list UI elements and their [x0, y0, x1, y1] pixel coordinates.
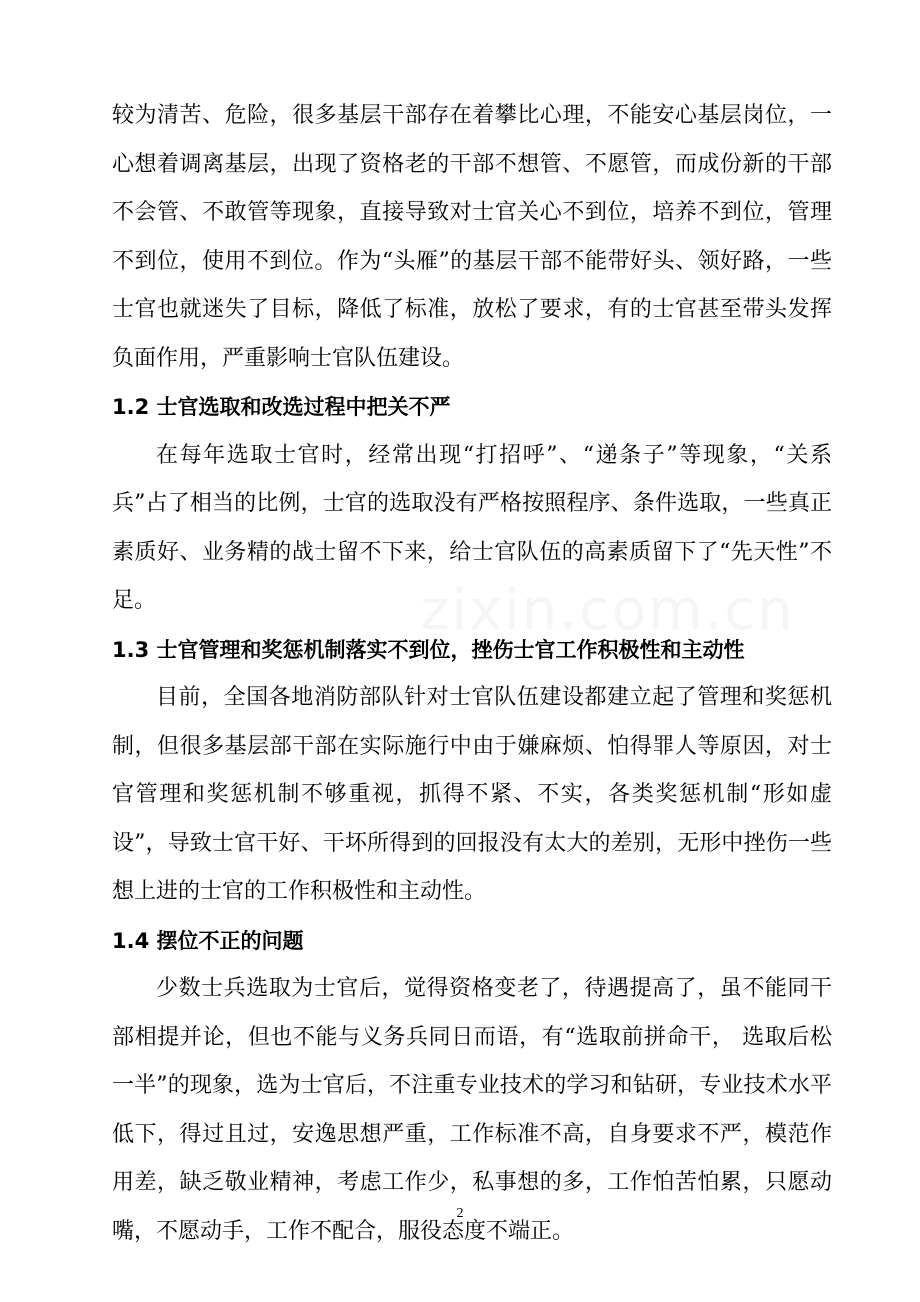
document-body	[112, 92, 832, 1256]
paragraph-2: 在每年选取士官时，经常出现“打招呼”、“递条子”等现象，“关系兵”占了相当的比例，士官的选取没有严格按照程序、条件选取，一些真正素质好、业务精的战士留不下来，给士官队伍的高素质留下了“先天性”不足。	[112, 442, 832, 613]
section-heading-1-4: 1.4 摆位不正的问题	[112, 928, 304, 953]
section-heading-1-3: 1.3 士官管理和奖惩机制落实不到位，挫伤士官工作积极性和主动性	[112, 637, 745, 662]
watermark: zixin.com.cn	[420, 578, 795, 643]
paragraph-4: 少数士兵选取为士官后，觉得资格变老了，待遇提高了，虽不能同干部相提并论，但也不能与义务兵同日而语，有“选取前拼命干， 选取后松一半”的现象，选为士官后，不注重专业技术的学习和钻研，专业技术水平低下，得过且过，安逸思想严重，工作标准不高，自身要求不严，模范作用差，缺乏敬业精神，考虑工作少，私事想的多，工作怕苦怕累，只愿动嘴，不愿动手，工作不配合，服役态度不端正。	[112, 976, 832, 1244]
paragraph-3: 目前，全国各地消防部队针对士官队伍建设都建立起了管理和奖惩机制，但很多基层部干部在实际施行中由于嫌麻烦、怕得罪人等原因，对士官管理和奖惩机制不够重视，抓得不紧、不实，各类奖惩机制“形如虚设”，导致士官干好、干坏所得到的回报没有太大的差别，无形中挫伤一些想上进的士官的工作积极性和主动性。	[112, 685, 832, 904]
page-number: 2	[456, 1206, 464, 1221]
paragraph-1: 较为清苦、危险，很多基层干部存在着攀比心理，不能安心基层岗位，一心想着调离基层，出现了资格老的干部不想管、不愿管，而成份新的干部不会管、不敢管等现象，直接导致对士官关心不到位，培养不到位，管理不到位，使用不到位。作为“头雁”的基层干部不能带好头、领好路，一些士官也就迷失了目标，降低了标准，放松了要求，有的士官甚至带头发挥负面作用，严重影响士官队伍建设。	[112, 103, 832, 371]
section-heading-1-2: 1.2 士官选取和改选过程中把关不严	[112, 395, 451, 419]
